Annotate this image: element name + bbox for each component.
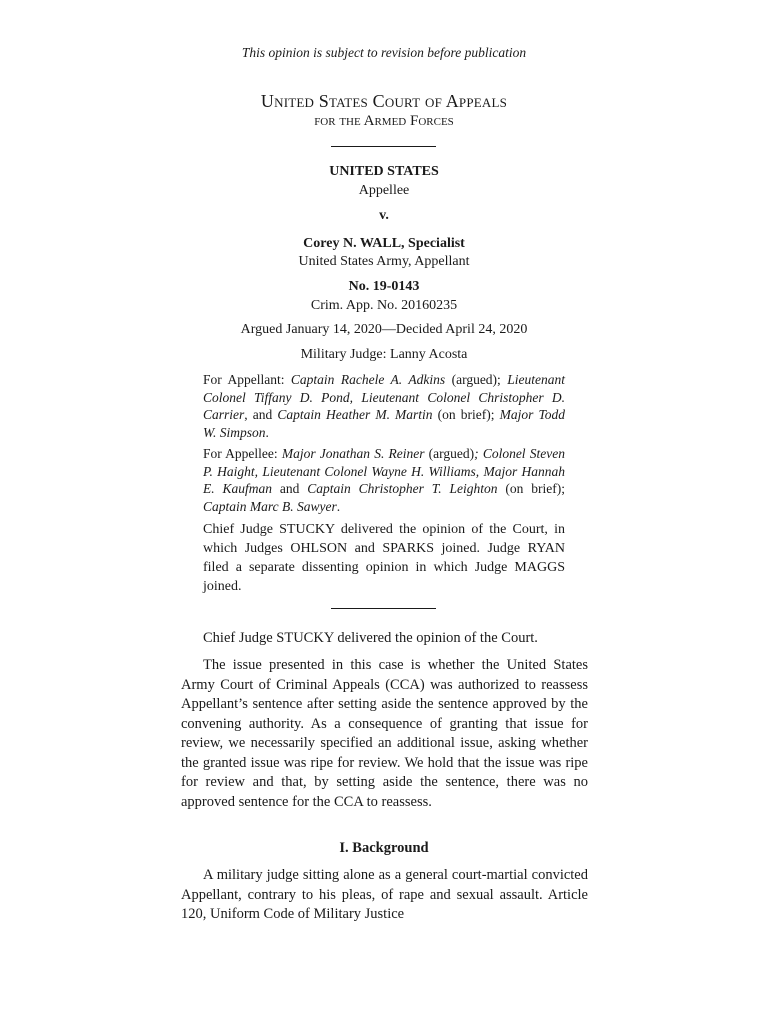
divider-top	[331, 146, 436, 147]
court-subtitle: for the Armed Forces	[314, 113, 454, 129]
section-heading-background: I. Background	[339, 840, 429, 856]
argued-decided-dates: Argued January 14, 2020—Decided April 24, 2020	[240, 322, 528, 337]
crim-app-number: Crim. App. No. 20160235	[310, 298, 458, 313]
divider-bottom	[331, 608, 436, 609]
opinion-intro: Chief Judge STUCKY delivered the opinion of the Court.	[203, 630, 538, 646]
party-appellant-role: United States Army, Appellant	[298, 254, 470, 269]
opinion-paragraph-2: A military judge sitting alone as a general court-martial convicted Appellant, contrary to his pleas, of rape and sexual assault. Article 120, Uniform Code of Military Justice	[181, 867, 588, 922]
party-appellee-role: Appellee	[358, 183, 410, 198]
revision-notice: This opinion is subject to revision before publication	[241, 45, 527, 60]
party-appellee-name: UNITED STATES	[329, 164, 439, 179]
syllabus-opinion-note: Chief Judge STUCKY delivered the opinion of the Court, in which Judges OHLSON and SPARKS joined. Judge RYAN filed a separate dissenting opinion in which Judge MAGGS joined.	[203, 522, 565, 594]
docket-number: No. 19-0143	[348, 279, 420, 294]
party-appellant-name: Corey N. WALL, Specialist	[303, 236, 465, 251]
opinion-paragraph-1: The issue presented in this case is whether the United States Army Court of Criminal Appeals (CCA) was authorized to reassess Appellant’s sentence after setting aside the sentence approved by the convening authority. As a consequence of granting that issue for review, we necessarily specified an additional issue, asking whether the granted issue was ripe for review. We hold that the issue was ripe for review and that, by setting aside the sentence, there was no approved sentence for the CCA to reassess.	[181, 657, 588, 810]
counsel-appellee: For Appellee: Major Jonathan S. Reiner (argued); Colonel Steven P. Haight, Lieutenant Colonel Wayne H. Williams, Major Hannah E. Kaufman and Captain Christopher T. Leighton (on brief); Captain Marc B. Sawyer.	[203, 446, 565, 514]
court-name: United States Court of Appeals	[260, 91, 508, 111]
counsel-appellant: For Appellant: Captain Rachele A. Adkins (argued); Lieutenant Colonel Tiffany D. Pond, Lieutenant Colonel Christopher D. Carrier, and Captain Heather M. Martin (on brief); Major Todd W. Simpson.	[203, 372, 566, 440]
versus: v.	[379, 208, 389, 223]
military-judge: Military Judge: Lanny Acosta	[300, 347, 468, 362]
